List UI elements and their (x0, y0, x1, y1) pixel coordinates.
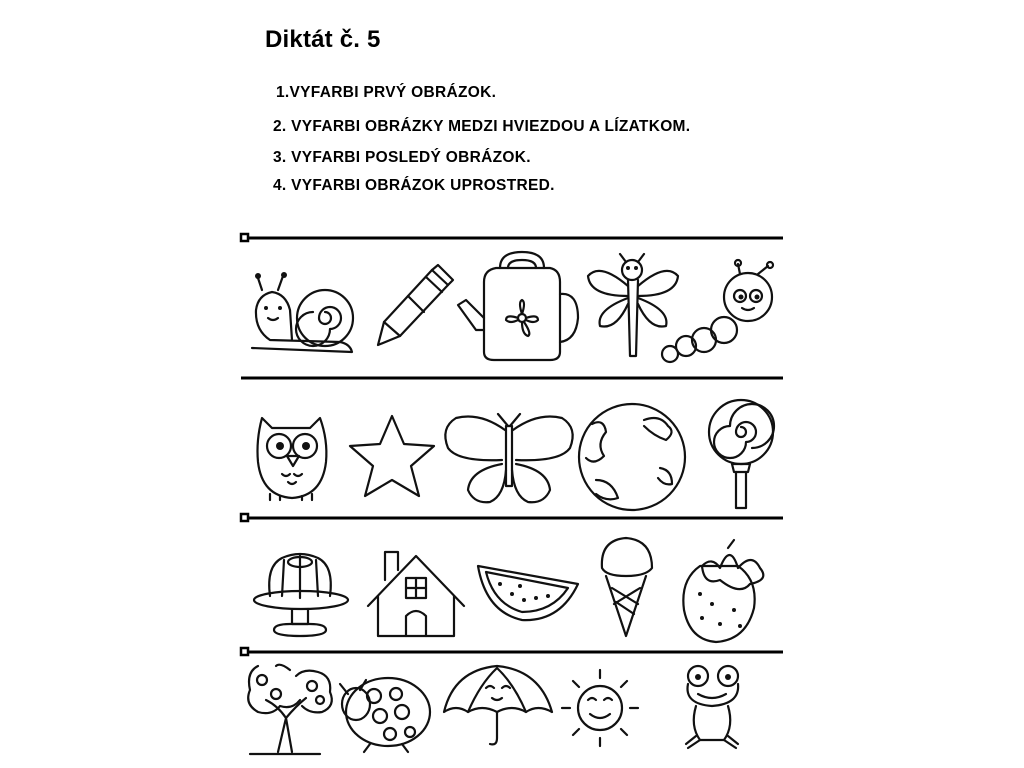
owl-icon (258, 418, 327, 500)
frog-icon (686, 666, 738, 748)
sun-icon (562, 670, 638, 746)
dragonfly-icon (588, 254, 678, 356)
ladybug-icon (340, 678, 430, 752)
snail-icon (252, 272, 353, 352)
strawberry-icon (683, 540, 763, 642)
watermelon-icon (478, 566, 578, 620)
page-title: Diktát č. 5 (265, 26, 381, 53)
instruction-2: 2. VYFARBI OBRÁZKY MEDZI HVIEZDOU A LÍZATKOM. (273, 118, 691, 135)
instruction-3: 3. VYFARBI POSLEDÝ OBRÁZOK. (273, 149, 531, 166)
star-icon (350, 416, 434, 496)
watering-can-icon (458, 252, 578, 360)
umbrella-icon (444, 666, 552, 744)
house-icon (368, 552, 464, 636)
crayon-icon (378, 265, 453, 345)
instruction-4: 4. VYFARBI OBRÁZOK UPROSTRED. (273, 177, 555, 194)
globe-icon (579, 404, 685, 510)
tree-icon (248, 665, 332, 754)
instruction-1: 1.VYFARBI PRVÝ OBRÁZOK. (276, 84, 497, 101)
jelly-icon (254, 554, 348, 636)
lollipop-icon (709, 400, 774, 508)
butterfly-icon (445, 414, 572, 502)
ice-cream-icon (602, 538, 652, 636)
